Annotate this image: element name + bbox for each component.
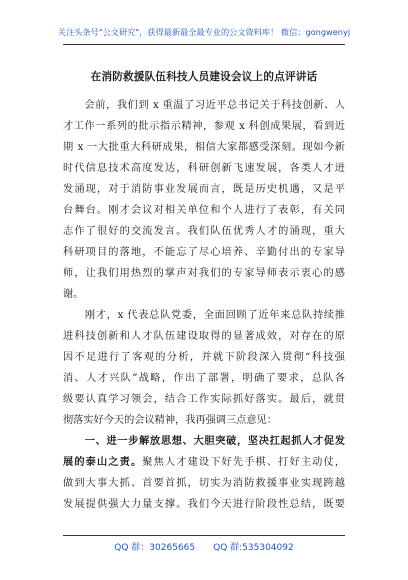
paragraph-line: 时代信息技术高度发达，科研创新飞速发展，各类人才迸	[63, 163, 345, 174]
paragraph-line: 进科技创新和人才队伍建设取得的显著成效，对存在的原	[63, 331, 345, 342]
document-body	[63, 95, 345, 515]
header-divider	[63, 44, 345, 45]
paragraph-line	[63, 452, 345, 473]
paragraph-3	[63, 431, 345, 515]
paragraph-line: 彻落实好今天的会议精神，我再强调三点意见：	[63, 415, 277, 426]
paragraph-line: 志作了很好的交流发言。我们队伍优秀人才的涌现，重大	[63, 226, 345, 237]
paragraph-line: 级要认真学习领会，结合工作实际抓好落实。最后，就贯	[63, 394, 345, 405]
paragraph-line: 刚才，x 代表总队党委，全面回顾了近年来总队持续推	[63, 310, 345, 321]
paragraph-text: 聚焦人才建设下好先手棋、打好主动仗，	[142, 457, 345, 468]
paragraph-line: 台舞台。刚才会议对相关单位和个人进行了表彰，有关同	[63, 205, 345, 216]
footer-divider	[63, 535, 345, 536]
paragraph-line: 期 x 一大批重大科研成果，相信大家都感受深刻。现如今新	[63, 142, 345, 153]
section-heading-line: 一、进一步解放思想、大胆突破，坚决扛起抓人才促发	[63, 435, 345, 447]
section-heading-tail: 展的泰山之责。	[63, 456, 143, 468]
document-title: 在消防救援队伍科技人员建设会议上的点评讲话	[90, 71, 318, 83]
paragraph-1	[63, 95, 345, 305]
paragraph-line: 发涌现，对于消防事业发展而言，既是历史机遇，又是平	[63, 184, 345, 195]
paragraph-line: 会前，我们到 x 重温了习近平总书记关于科技创新、人	[63, 100, 345, 111]
paragraph-line: 做到大事大抓、首要首抓，切实为消防救援事业实现跨越	[63, 478, 345, 489]
paragraph-line: 师，让我们用热烈的掌声对我们的专家导师表示衷心的感	[63, 268, 345, 279]
paragraph-2	[63, 305, 345, 431]
paragraph-line: 因不足进行了客观的分析，并就下阶段深入贯彻“科技强	[63, 352, 345, 363]
paragraph-line: 谢。	[63, 289, 84, 300]
paragraph-line: 才工作一系列的批示指示精神，参观 x 科创成果展，看到近	[63, 121, 345, 132]
footer-contact: QQ 群：30265665 QQ 群:535304092	[114, 543, 294, 553]
paragraph-line: 消、人才兴队”战略，作出了部署，明确了要求，总队各	[63, 373, 345, 384]
paragraph-line: 发展提供强大力量支撑。我们今天进行阶段性总结，既要	[63, 499, 345, 510]
header-banner: 关注头条号"公文研究"，获得最新最全最专业的公文资料库！ 微信：gongwenyj	[57, 27, 351, 37]
paragraph-line: 科研项目的落地，不能忘了尽心培养、辛勤付出的专家导	[63, 247, 345, 258]
